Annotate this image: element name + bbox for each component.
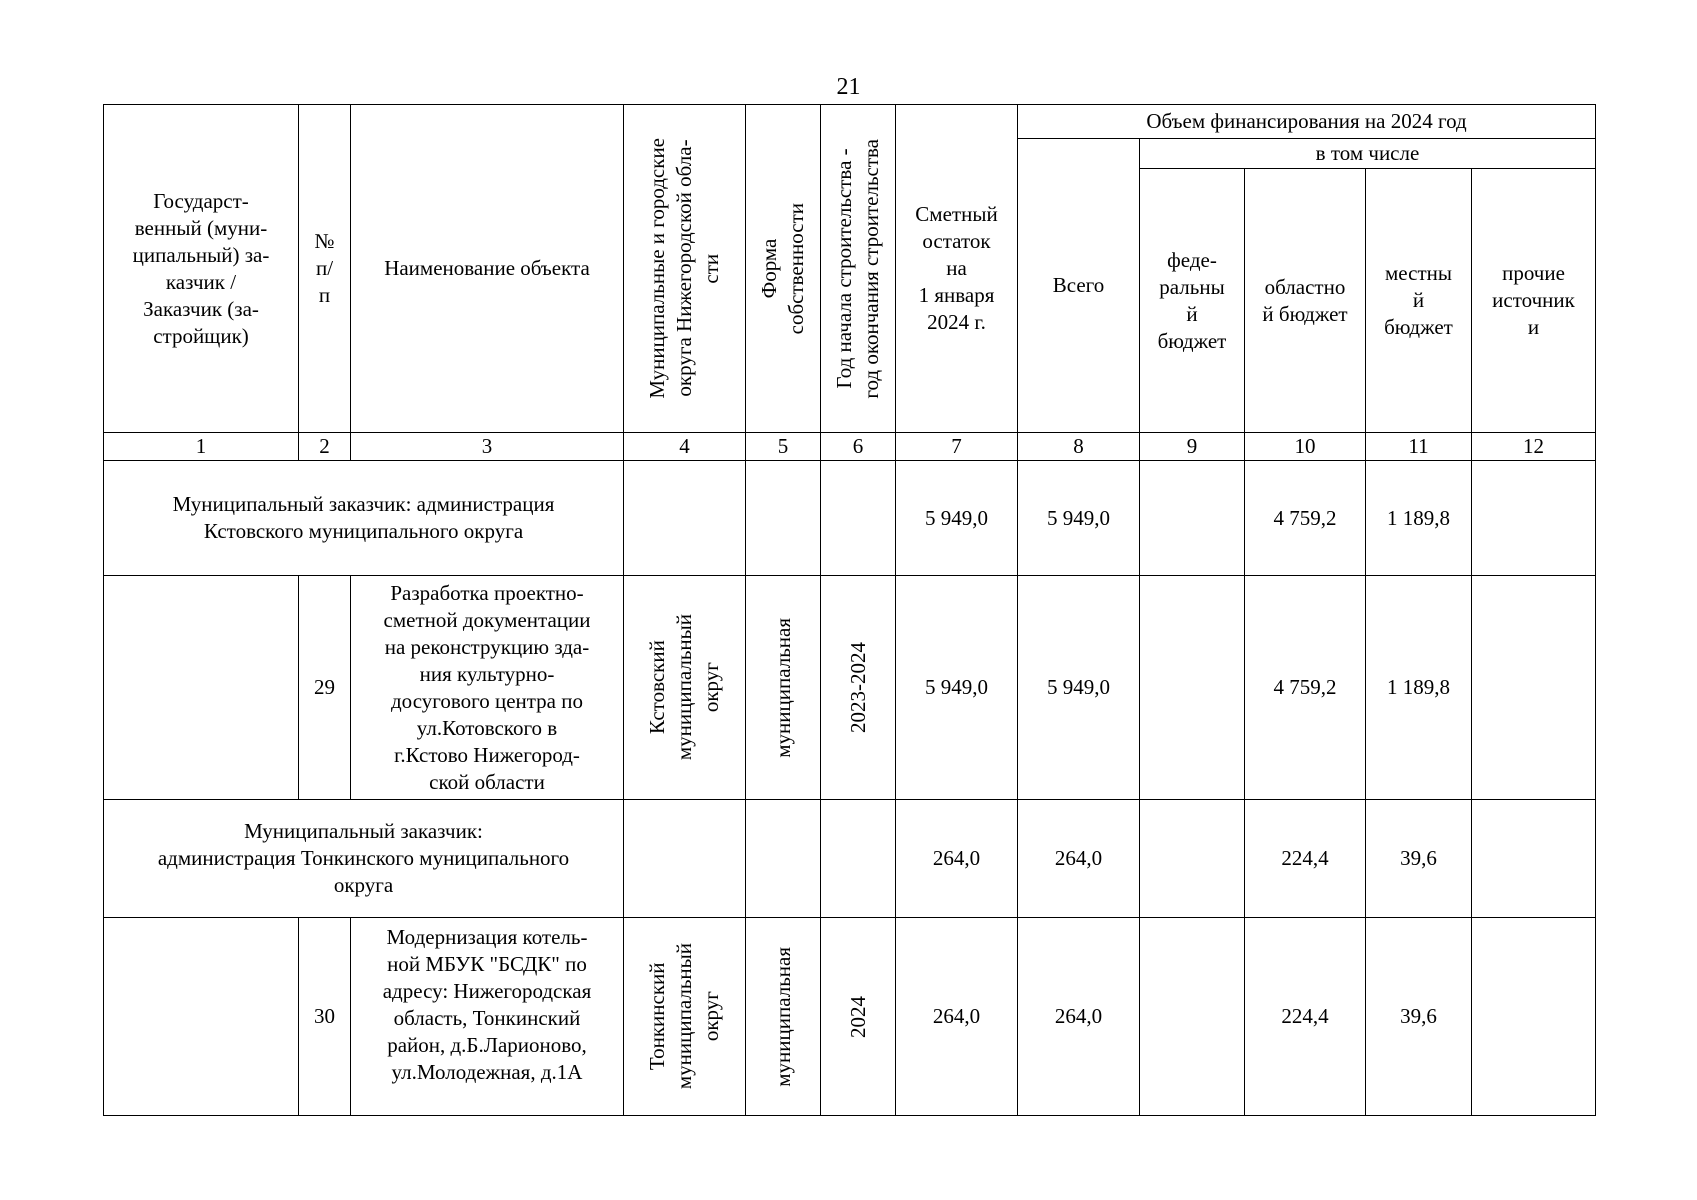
header-total: Всего	[1018, 139, 1140, 433]
district-cell	[624, 576, 746, 800]
district-text: Тонкинский муниципальный округ	[645, 943, 723, 1090]
table-row	[104, 461, 1596, 576]
object-name: Разработка проектно- сметной документации на реконструкцию зда- ния культурно- досугового центра по ул.Котовского в г.Кстово Нижегород- ской области	[351, 576, 624, 800]
column-number: 9	[1140, 433, 1245, 461]
column-number: 2	[299, 433, 351, 461]
federal-cell	[1140, 576, 1245, 800]
local-cell: 39,6	[1366, 800, 1472, 918]
empty-cell	[746, 800, 821, 918]
years-cell	[821, 918, 896, 1116]
header-other: прочие источник и	[1472, 169, 1596, 433]
header-years-text: Год начала строительства - год окончания строительства	[832, 138, 883, 399]
federal-cell	[1140, 918, 1245, 1116]
header-years	[821, 105, 896, 433]
column-number: 10	[1245, 433, 1366, 461]
header-object-name: Наименование объекта	[351, 105, 624, 433]
column-number: 12	[1472, 433, 1596, 461]
header-customer: Государст- венный (муни- ципальный) за- казчик / Заказчик (за- стройщик)	[104, 105, 299, 433]
row-number: 29	[299, 576, 351, 800]
local-cell: 1 189,8	[1366, 576, 1472, 800]
ownership-text: муниципальная	[770, 946, 795, 1087]
regional-cell: 4 759,2	[1245, 461, 1366, 576]
header-ownership-text: Форма собственности	[757, 202, 808, 335]
financing-table	[103, 104, 1596, 1116]
estimated-balance-cell: 5 949,0	[896, 461, 1018, 576]
header-regional: областно й бюджет	[1245, 169, 1366, 433]
column-number: 4	[624, 433, 746, 461]
column-number: 7	[896, 433, 1018, 461]
page-number: 21	[836, 74, 861, 100]
total-cell: 264,0	[1018, 800, 1140, 918]
years-text: 2024	[845, 995, 870, 1038]
regional-cell: 4 759,2	[1245, 576, 1366, 800]
other-cell	[1472, 576, 1596, 800]
header-districts-text: Муниципальные и городские округа Нижегородской обла- сти	[645, 138, 723, 399]
header-ownership	[746, 105, 821, 433]
regional-cell: 224,4	[1245, 800, 1366, 918]
empty-cell	[624, 461, 746, 576]
estimated-balance-cell: 5 949,0	[896, 576, 1018, 800]
column-number: 5	[746, 433, 821, 461]
header-number: № п/ п	[299, 105, 351, 433]
federal-cell	[1140, 800, 1245, 918]
district-text: Кстовский муниципальный округ	[645, 614, 723, 761]
empty-cell	[104, 918, 299, 1116]
column-number: 11	[1366, 433, 1472, 461]
years-cell	[821, 576, 896, 800]
row-number: 30	[299, 918, 351, 1116]
header-estimated-balance: Сметный остаток на 1 января 2024 г.	[896, 105, 1018, 433]
column-number: 6	[821, 433, 896, 461]
years-text: 2023-2024	[845, 642, 870, 733]
federal-cell	[1140, 461, 1245, 576]
header-including: в том числе	[1140, 139, 1596, 169]
other-cell	[1472, 800, 1596, 918]
header-federal: феде- ральны й бюджет	[1140, 169, 1245, 433]
empty-cell	[624, 800, 746, 918]
customer-kstovo: Муниципальный заказчик: администрация Кстовского муниципального округа	[104, 461, 624, 576]
district-cell	[624, 918, 746, 1116]
estimated-balance-cell: 264,0	[896, 918, 1018, 1116]
estimated-balance-cell: 264,0	[896, 800, 1018, 918]
empty-cell	[821, 800, 896, 918]
column-number: 8	[1018, 433, 1140, 461]
empty-cell	[821, 461, 896, 576]
local-cell: 39,6	[1366, 918, 1472, 1116]
total-cell: 5 949,0	[1018, 576, 1140, 800]
ownership-cell	[746, 576, 821, 800]
header-local: местны й бюджет	[1366, 169, 1472, 433]
table-row	[104, 918, 1596, 1116]
header-funding-title: Объем финансирования на 2024 год	[1018, 105, 1596, 139]
object-name: Модернизация котель- ной МБУК "БСДК" по адресу: Нижегородская область, Тонкинский район, д.Б.Ларионово, ул.Молодежная, д.1А	[351, 918, 624, 1116]
header-districts	[624, 105, 746, 433]
ownership-cell	[746, 918, 821, 1116]
table-row	[104, 576, 1596, 800]
customer-tonkino: Муниципальный заказчик: администрация Тонкинского муниципального округа	[104, 800, 624, 918]
other-cell	[1472, 461, 1596, 576]
local-cell: 1 189,8	[1366, 461, 1472, 576]
total-cell: 264,0	[1018, 918, 1140, 1116]
other-cell	[1472, 918, 1596, 1116]
column-number: 1	[104, 433, 299, 461]
table-row	[104, 800, 1596, 918]
column-number: 3	[351, 433, 624, 461]
empty-cell	[746, 461, 821, 576]
regional-cell: 224,4	[1245, 918, 1366, 1116]
ownership-text: муниципальная	[770, 617, 795, 758]
total-cell: 5 949,0	[1018, 461, 1140, 576]
empty-cell	[104, 576, 299, 800]
